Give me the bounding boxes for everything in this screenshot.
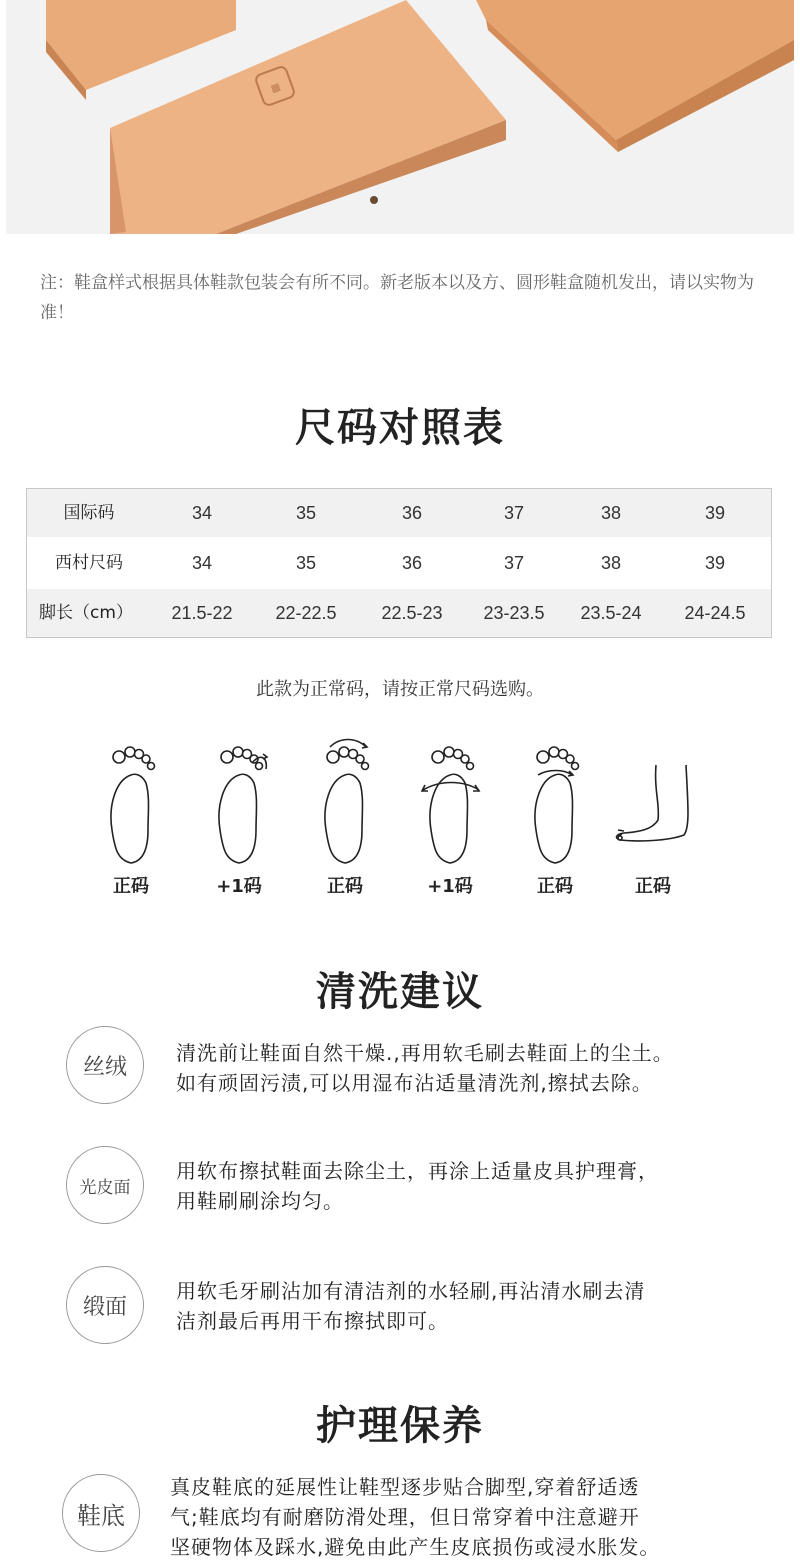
table-row [27, 489, 771, 537]
table-cell: 38 [600, 503, 622, 523]
table-cell: 37 [503, 553, 525, 573]
table-cell: 36 [401, 553, 423, 573]
table-cell: 35 [295, 553, 317, 573]
instruction-text: 洁剂最后再用干布擦拭即可。 [176, 1309, 449, 1333]
shoe-box-illustration [6, 0, 794, 234]
instruction-text: 气;鞋底均有耐磨防滑处理，但日常穿着中注意避开 [170, 1505, 640, 1529]
table-cell: 22.5-23 [381, 603, 443, 623]
wide-toe-foot-icon [194, 735, 284, 865]
row-header: 西村尺码 [55, 553, 123, 573]
instruction-text: 用鞋刷刷涂均匀。 [176, 1189, 344, 1213]
instruction-text: 清洗前让鞋面自然干燥.,再用软毛刷去鞋面上的尘土。 [176, 1041, 674, 1065]
table-row [27, 589, 771, 637]
material-badge: 光皮面 [66, 1146, 144, 1224]
table-cell: 23.5-24 [580, 603, 642, 623]
table-row [27, 539, 771, 587]
long-toe-foot-icon [300, 735, 390, 865]
material-badge: 鞋底 [62, 1474, 140, 1552]
cleaning-title: 清洗建议 [316, 968, 484, 1015]
foot-size-label: 正码 [537, 876, 573, 897]
wide-foot-icon [405, 735, 495, 865]
instruction-text: 真皮鞋底的延展性让鞋型逐步贴合脚型,穿着舒适透 [170, 1475, 640, 1499]
table-cell: 38 [600, 553, 622, 573]
table-cell: 24-24.5 [684, 603, 746, 623]
narrow-foot-icon [510, 735, 600, 865]
table-cell: 34 [191, 503, 213, 523]
table-cell: 39 [704, 503, 726, 523]
instruction-text: 坚硬物体及踩水,避免由此产生皮底损伤或浸水胀发。 [170, 1535, 661, 1559]
foot-size-label: +1码 [427, 876, 473, 897]
row-header: 脚长（cm） [39, 603, 133, 623]
high-instep-foot-icon [608, 735, 698, 865]
table-cell: 37 [503, 503, 525, 523]
size-advice: 此款为正常码，请按正常尺码选购。 [256, 679, 544, 700]
instruction-text: 如有顽固污渍,可以用湿布沾适量清洗剂,擦拭去除。 [176, 1071, 653, 1095]
table-cell: 23-23.5 [483, 603, 545, 623]
table-cell: 39 [704, 553, 726, 573]
table-cell: 21.5-22 [171, 603, 233, 623]
size-chart-table [26, 488, 772, 638]
foot-size-label: 正码 [635, 876, 671, 897]
packaging-note: 注：鞋盒样式根据具体鞋款包装会有所不同。新老版本以及方、圆形鞋盒随机发出，请以实物为准！ [40, 273, 754, 323]
table-cell: 34 [191, 553, 213, 573]
foot-size-label: 正码 [327, 876, 363, 897]
instruction-text: 用软毛牙刷沾加有清洁剂的水轻刷,再沾清水刷去清 [176, 1279, 646, 1303]
normal-foot-icon [86, 735, 176, 865]
table-cell: 35 [295, 503, 317, 523]
table-cell: 36 [401, 503, 423, 523]
foot-size-label: 正码 [113, 876, 149, 897]
material-badge: 丝绒 [66, 1026, 144, 1104]
size-chart-title: 尺码对照表 [295, 404, 505, 451]
instruction-text: 用软布擦拭鞋面去除尘土，再涂上适量皮具护理膏， [176, 1159, 659, 1183]
svg-text:▦: ▦ [269, 81, 283, 96]
shoe-box-photo [6, 0, 794, 234]
material-badge: 缎面 [66, 1266, 144, 1344]
care-title: 护理保养 [316, 1402, 484, 1449]
table-cell: 22-22.5 [275, 603, 337, 623]
row-header: 国际码 [63, 503, 115, 523]
foot-size-label: +1码 [216, 876, 262, 897]
